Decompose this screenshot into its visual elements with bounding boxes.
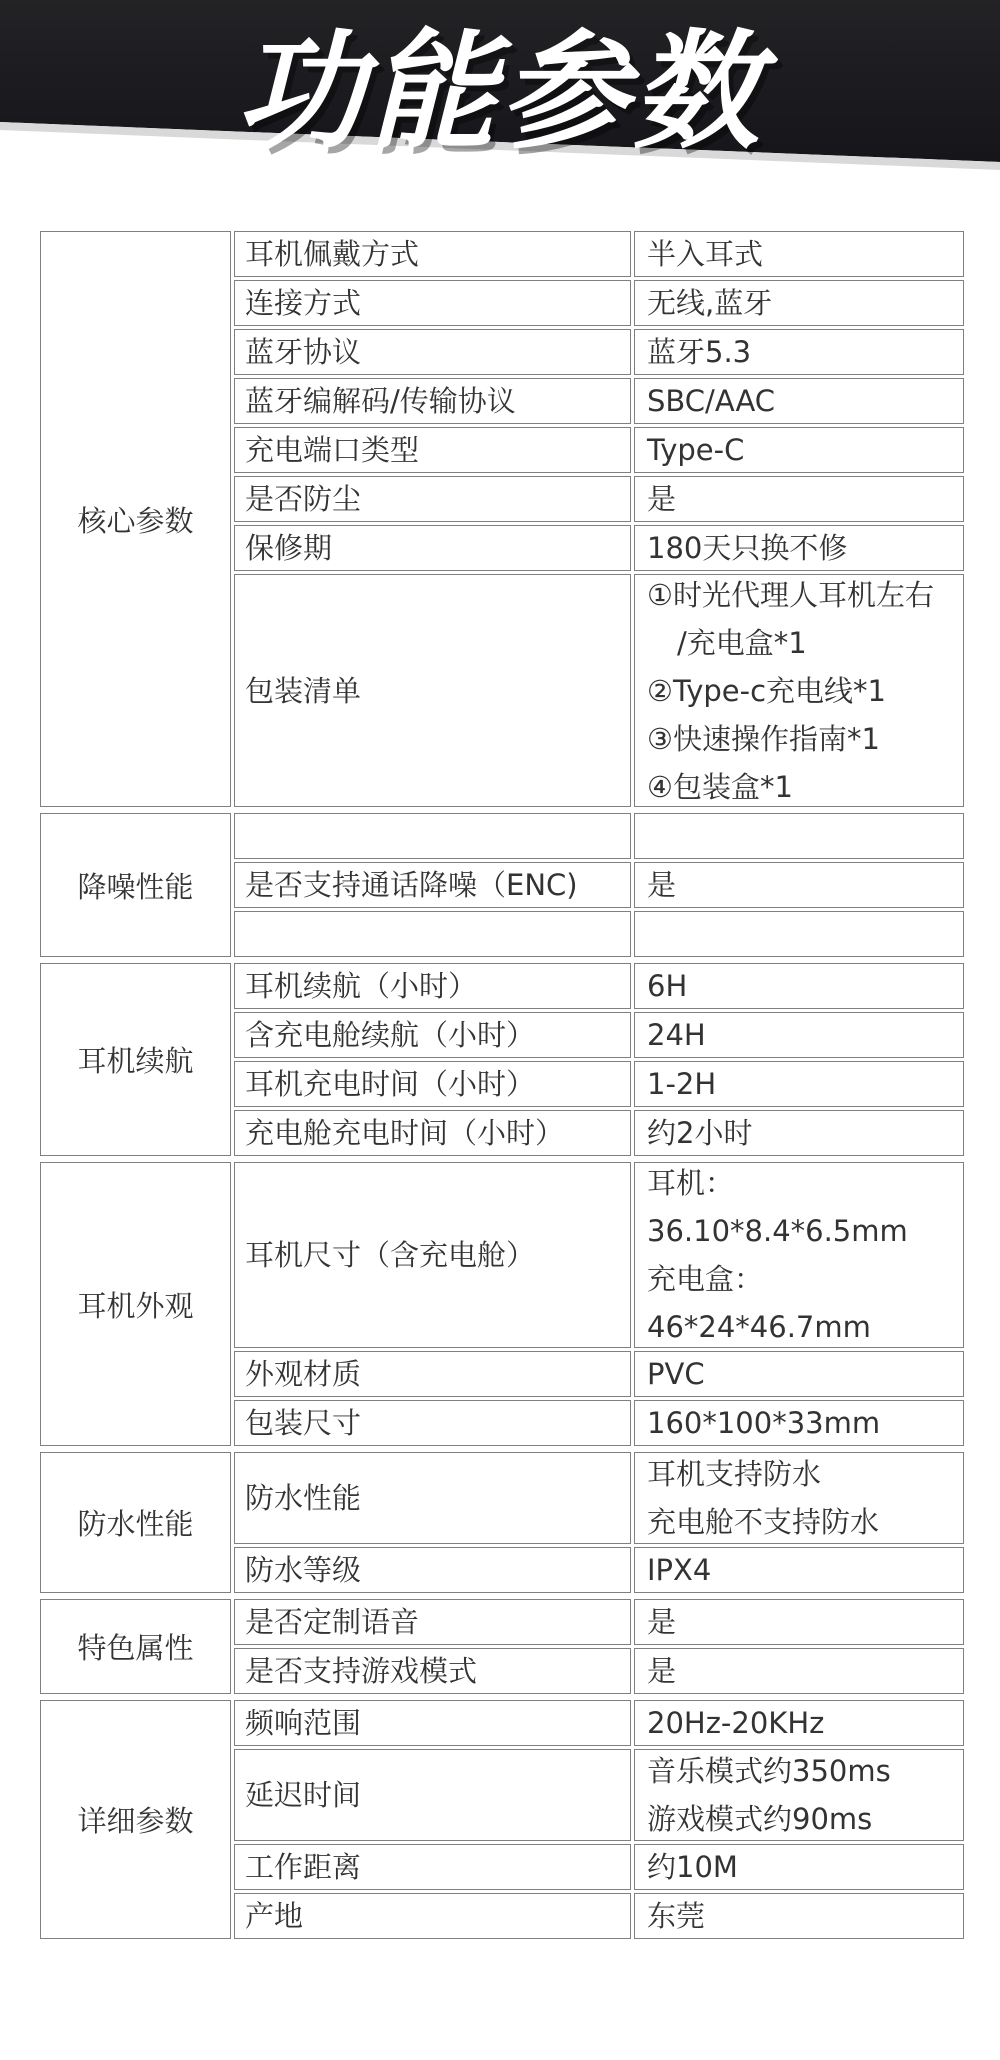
spec-value-line: ②Type-c充电线*1 (647, 673, 886, 708)
spec-label: 工作距离 (234, 1844, 631, 1890)
group-name: 降噪性能 (40, 813, 231, 957)
spec-value-line: 充电盒： (647, 1262, 764, 1296)
spec-group (40, 231, 964, 810)
spec-value (634, 1452, 964, 1544)
spec-label: 包装尺寸 (234, 1400, 631, 1446)
spec-value (634, 862, 964, 908)
spec-value-line: 蓝牙5.3 (647, 335, 752, 369)
spec-value-line: 耳机： (647, 1166, 735, 1200)
spec-value-line: 160*100*33mm (647, 1406, 881, 1440)
spec-value-line: 是 (647, 1654, 677, 1688)
spec-label: 保修期 (234, 525, 631, 571)
spec-value-line: 20Hz-20KHz (647, 1706, 825, 1740)
spec-value (634, 1162, 964, 1348)
spec-value-line: 耳机支持防水 (647, 1457, 822, 1491)
spec-value-line: 24H (647, 1018, 706, 1052)
spec-label: 频响范围 (234, 1700, 631, 1746)
spec-label: 充电舱充电时间（小时） (234, 1110, 631, 1156)
spec-label: 是否定制语音 (234, 1599, 631, 1645)
spec-value (634, 525, 964, 571)
spec-label: 延迟时间 (234, 1749, 631, 1841)
spec-label: 含充电舱续航（小时） (234, 1012, 631, 1058)
spec-value (634, 476, 964, 522)
spec-group (40, 1452, 964, 1596)
spec-label: 连接方式 (234, 280, 631, 326)
spec-label (234, 813, 631, 859)
spec-label: 是否防尘 (234, 476, 631, 522)
spec-value (634, 911, 964, 957)
spec-value (634, 1844, 964, 1890)
spec-value-line: 180天只换不修 (647, 531, 848, 565)
group-name: 防水性能 (40, 1452, 231, 1593)
group-name: 耳机续航 (40, 963, 231, 1156)
spec-value (634, 1012, 964, 1058)
spec-group (40, 1700, 964, 1942)
spec-value-line: 充电舱不支持防水 (647, 1505, 880, 1539)
spec-label: 耳机充电时间（小时） (234, 1061, 631, 1107)
spec-value-line: 游戏模式约90ms (647, 1802, 873, 1836)
spec-label: 防水等级 (234, 1547, 631, 1593)
spec-label: 充电端口类型 (234, 427, 631, 473)
spec-label: 耳机尺寸（含充电舱） (234, 1162, 631, 1348)
spec-value-line: 无线,蓝牙 (647, 286, 773, 320)
spec-value (634, 329, 964, 375)
spec-label: 是否支持通话降噪（ENC) (234, 862, 631, 908)
group-name: 特色属性 (40, 1599, 231, 1694)
spec-label: 耳机续航（小时） (234, 963, 631, 1009)
spec-value-line: 东莞 (647, 1899, 706, 1933)
header-banner (0, 0, 1000, 180)
spec-label: 包装清单 (234, 574, 631, 807)
spec-value (634, 1547, 964, 1593)
spec-value-line: 半入耳式 (647, 237, 764, 271)
spec-label (234, 911, 631, 957)
group-name: 核心参数 (40, 231, 231, 807)
spec-value-line: 是 (647, 482, 677, 516)
page-title: 功能参数 (235, 18, 764, 167)
spec-value-line: ③快速操作指南*1 (647, 721, 880, 756)
spec-value-line: ①时光代理人耳机左右 (647, 577, 934, 612)
spec-value-line: /充电盒*1 (677, 625, 807, 660)
spec-label: 蓝牙协议 (234, 329, 631, 375)
spec-table (40, 231, 964, 1945)
group-name: 详细参数 (40, 1700, 231, 1939)
spec-group (40, 1599, 964, 1697)
spec-value (634, 1110, 964, 1156)
spec-value (634, 280, 964, 326)
spec-value-line: IPX4 (647, 1553, 712, 1587)
spec-label: 产地 (234, 1893, 631, 1939)
spec-value (634, 1893, 964, 1939)
spec-group (40, 963, 964, 1159)
spec-value (634, 963, 964, 1009)
spec-value-line: Type-C (647, 433, 745, 467)
spec-label: 耳机佩戴方式 (234, 231, 631, 277)
spec-value (634, 1061, 964, 1107)
spec-value-line: 6H (647, 969, 688, 1003)
spec-value (634, 574, 964, 807)
spec-label: 蓝牙编解码/传输协议 (234, 378, 631, 424)
spec-group (40, 1162, 964, 1449)
spec-value (634, 1400, 964, 1446)
spec-value-line: 约2小时 (647, 1116, 753, 1150)
spec-value (634, 1700, 964, 1746)
group-name: 耳机外观 (40, 1162, 231, 1446)
spec-value-line: 36.10*8.4*6.5mm (647, 1214, 908, 1248)
spec-label: 是否支持游戏模式 (234, 1648, 631, 1694)
spec-value-line: SBC/AAC (647, 384, 776, 418)
spec-value-line: 音乐模式约350ms (647, 1754, 891, 1788)
spec-label: 外观材质 (234, 1351, 631, 1397)
spec-value (634, 1749, 964, 1841)
spec-value (634, 1351, 964, 1397)
spec-value-line: 46*24*46.7mm (647, 1310, 871, 1344)
spec-value (634, 1648, 964, 1694)
spec-value (634, 231, 964, 277)
spec-value (634, 813, 964, 859)
spec-group (40, 813, 964, 960)
spec-value-line: 是 (647, 1605, 677, 1639)
spec-value-line: 1-2H (647, 1067, 717, 1101)
spec-label: 防水性能 (234, 1452, 631, 1544)
spec-value-line: 是 (647, 868, 677, 902)
spec-value (634, 378, 964, 424)
spec-value-line: PVC (647, 1357, 705, 1391)
spec-value (634, 1599, 964, 1645)
spec-value-line: 约10M (647, 1850, 738, 1884)
spec-value-line: ④包装盒*1 (647, 769, 793, 804)
spec-value (634, 427, 964, 473)
